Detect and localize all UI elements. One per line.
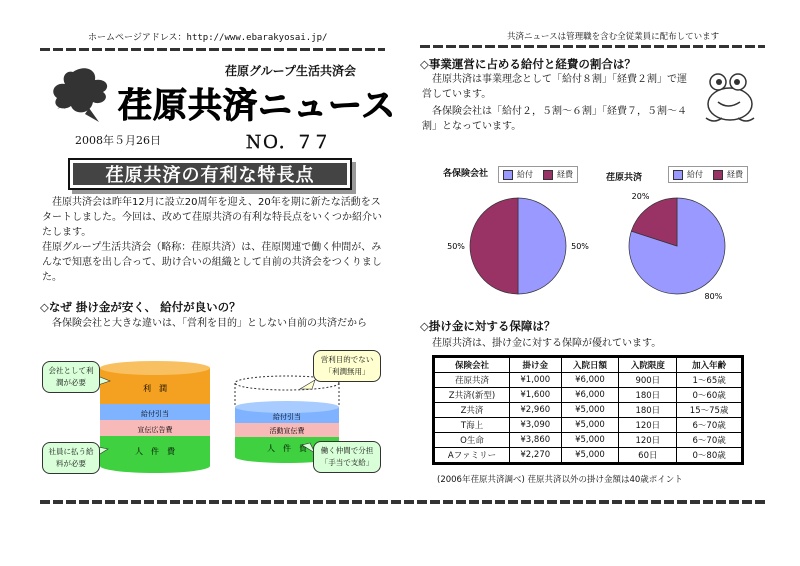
chart-2-title: 荏原共済 — [606, 173, 643, 183]
legend-swatch-benefit — [673, 170, 683, 180]
legend-benefit: 給付 — [687, 170, 703, 179]
newsletter-title: 荏原共済ニュース — [118, 86, 397, 126]
why-heading: ◇なぜ 掛け金が安く、 給付が良いの？ — [40, 300, 241, 314]
insurance-company-stack — [100, 361, 210, 473]
left-stack-item-labor: 人 件 費 — [135, 447, 175, 456]
pie-data-label: 20% — [631, 191, 650, 201]
left-stack-item-benefit: 給付引当 — [141, 410, 169, 418]
issue-date: 2008年５月26日 — [75, 134, 161, 147]
frog-illustration — [700, 60, 760, 128]
chart-2-legend — [668, 166, 748, 183]
left-stack-item-profit: 利 潤 — [143, 384, 167, 393]
table-cell: 180日 — [619, 403, 677, 418]
issue-number: ＮＯ．７７ — [245, 133, 330, 153]
table-cell: ¥6,000 — [561, 373, 619, 388]
table-cell: 60日 — [619, 448, 677, 463]
callout-employee-pay: 社員に払う給料が必要 — [42, 442, 100, 474]
table-heading: ◇掛け金に対する保障は？ — [420, 319, 556, 333]
coverage-table — [434, 357, 742, 463]
header-rule — [40, 48, 385, 51]
table-row — [435, 388, 742, 403]
table-row — [435, 418, 742, 433]
table-cell: ¥1,000 — [510, 373, 562, 388]
table-cell: ¥1,600 — [510, 388, 562, 403]
callout-non-profit: 営利目的でない「利潤無用」 — [313, 350, 381, 382]
pie-slice-benefit — [518, 198, 566, 294]
footer-rule — [40, 500, 765, 504]
table-cell: ¥2,270 — [510, 448, 562, 463]
left-stack-item-advertising: 宣伝広告費 — [137, 426, 173, 434]
table-row — [435, 403, 742, 418]
col-header: 掛け金 — [510, 358, 562, 373]
table-text: 荏原共済は、掛け金に対する保障が優れています。 — [432, 338, 662, 349]
why-text: 各保険会社と大きな違いは、「営利を目的」としない自前の共済だから — [52, 318, 367, 329]
coverage-table-frame — [432, 355, 744, 465]
intro-paragraph-2: 荏原グループ生活共済会（略称：荏原共済）は、荏原関連で働く仲間が、みんなで知恵を出し合って、助け合いの組織として自前の共済会をつくりました。 — [42, 242, 382, 283]
pie-chart-insurers — [440, 190, 600, 300]
table-cell: ¥2,960 — [510, 403, 562, 418]
table-cell: 荏原共済 — [435, 373, 510, 388]
table-cell: O生命 — [435, 433, 510, 448]
table-cell: 120日 — [619, 433, 677, 448]
legend-benefit: 給付 — [517, 170, 533, 179]
table-cell: 180日 — [619, 388, 677, 403]
table-cell: 1〜65歳 — [677, 373, 742, 388]
table-cell: T海上 — [435, 418, 510, 433]
pie-chart-ebara — [615, 190, 755, 300]
table-note: (2006年荏原共済調べ) 荏原共済以外の掛け金額は40歳ポイント — [437, 475, 683, 485]
right-stack-item-benefit: 給付引当 — [273, 413, 301, 421]
table-cell: Z共済 — [435, 403, 510, 418]
table-row — [435, 433, 742, 448]
table-header-row — [435, 358, 742, 373]
right-stack-item-labor: 人 件 費 — [267, 444, 307, 453]
table-cell: Aファミリー — [435, 448, 510, 463]
logo-mark — [45, 62, 115, 126]
table-cell: ¥3,860 — [510, 433, 562, 448]
ratio-heading: ◇事業運営に占める給付と経費の割合は？ — [420, 57, 636, 71]
table-cell: 15〜75歳 — [677, 403, 742, 418]
right-header-rule — [420, 45, 765, 48]
homepage-address: ホームページアドレス：http://www.ebarakyosai.jp/ — [88, 33, 328, 43]
table-cell: Z共済(新型) — [435, 388, 510, 403]
table-row — [435, 448, 742, 463]
intro-paragraph-1: 荏原共済会は昨年12月に設立20周年を迎え、20年を期に新たな活動をスタートしました。今回は、改めて荏原共済の有利な特長点をいくつか紹介いたします。 — [42, 197, 382, 238]
table-cell: 0〜60歳 — [677, 388, 742, 403]
legend-swatch-expense — [543, 170, 553, 180]
distribution-note: 共済ニュースは管理職を含む全従業員に配布しています — [507, 32, 720, 42]
table-cell: 120日 — [619, 418, 677, 433]
pie-slice-expense — [470, 198, 518, 294]
table-cell: ¥5,000 — [561, 403, 619, 418]
table-cell: 6〜70歳 — [677, 433, 742, 448]
pie-data-label: 50% — [571, 242, 589, 251]
coverage-table-body — [435, 373, 742, 463]
callout-company-profit: 会社として利潤が必要 — [42, 361, 100, 393]
legend-swatch-benefit — [503, 170, 513, 180]
callout-volunteer: 働く仲間で分担「手当で支給」 — [313, 441, 381, 473]
table-cell: ¥5,000 — [561, 418, 619, 433]
table-cell: ¥5,000 — [561, 433, 619, 448]
table-cell: 0〜80歳 — [677, 448, 742, 463]
org-name: 荏原グループ生活共済会 — [225, 64, 357, 78]
feature-title: 荏原共済の有利な特長点 — [73, 163, 347, 185]
table-row — [435, 373, 742, 388]
chart-1-title: 各保険会社 — [443, 169, 489, 179]
table-cell: 900日 — [619, 373, 677, 388]
feature-title-box — [68, 158, 352, 190]
table-cell: ¥5,000 — [561, 448, 619, 463]
col-header: 入院日額 — [561, 358, 619, 373]
ratio-text-2: 各保険会社は「給付２，５割～６割」「経費７，５割～４割」となっています。 — [422, 106, 687, 132]
col-header: 加入年齢 — [677, 358, 742, 373]
ratio-text-1: 荏原共済は事業理念として「給付８割」「経費２割」で運営しています。 — [422, 74, 687, 100]
pie-data-label: 80% — [704, 292, 723, 300]
col-header: 入院限度 — [619, 358, 677, 373]
legend-swatch-expense — [713, 170, 723, 180]
col-header: 保険会社 — [435, 358, 510, 373]
table-cell: 6〜70歳 — [677, 418, 742, 433]
table-cell: ¥3,090 — [510, 418, 562, 433]
chart-1-legend — [498, 166, 578, 183]
logo-text: 共 — [57, 101, 67, 111]
legend-expense: 経費 — [557, 170, 573, 179]
right-stack-item-activity: 活動宣伝費 — [269, 427, 305, 435]
pie-data-label: 50% — [447, 242, 465, 251]
table-cell: ¥6,000 — [561, 388, 619, 403]
legend-expense: 経費 — [727, 170, 743, 179]
